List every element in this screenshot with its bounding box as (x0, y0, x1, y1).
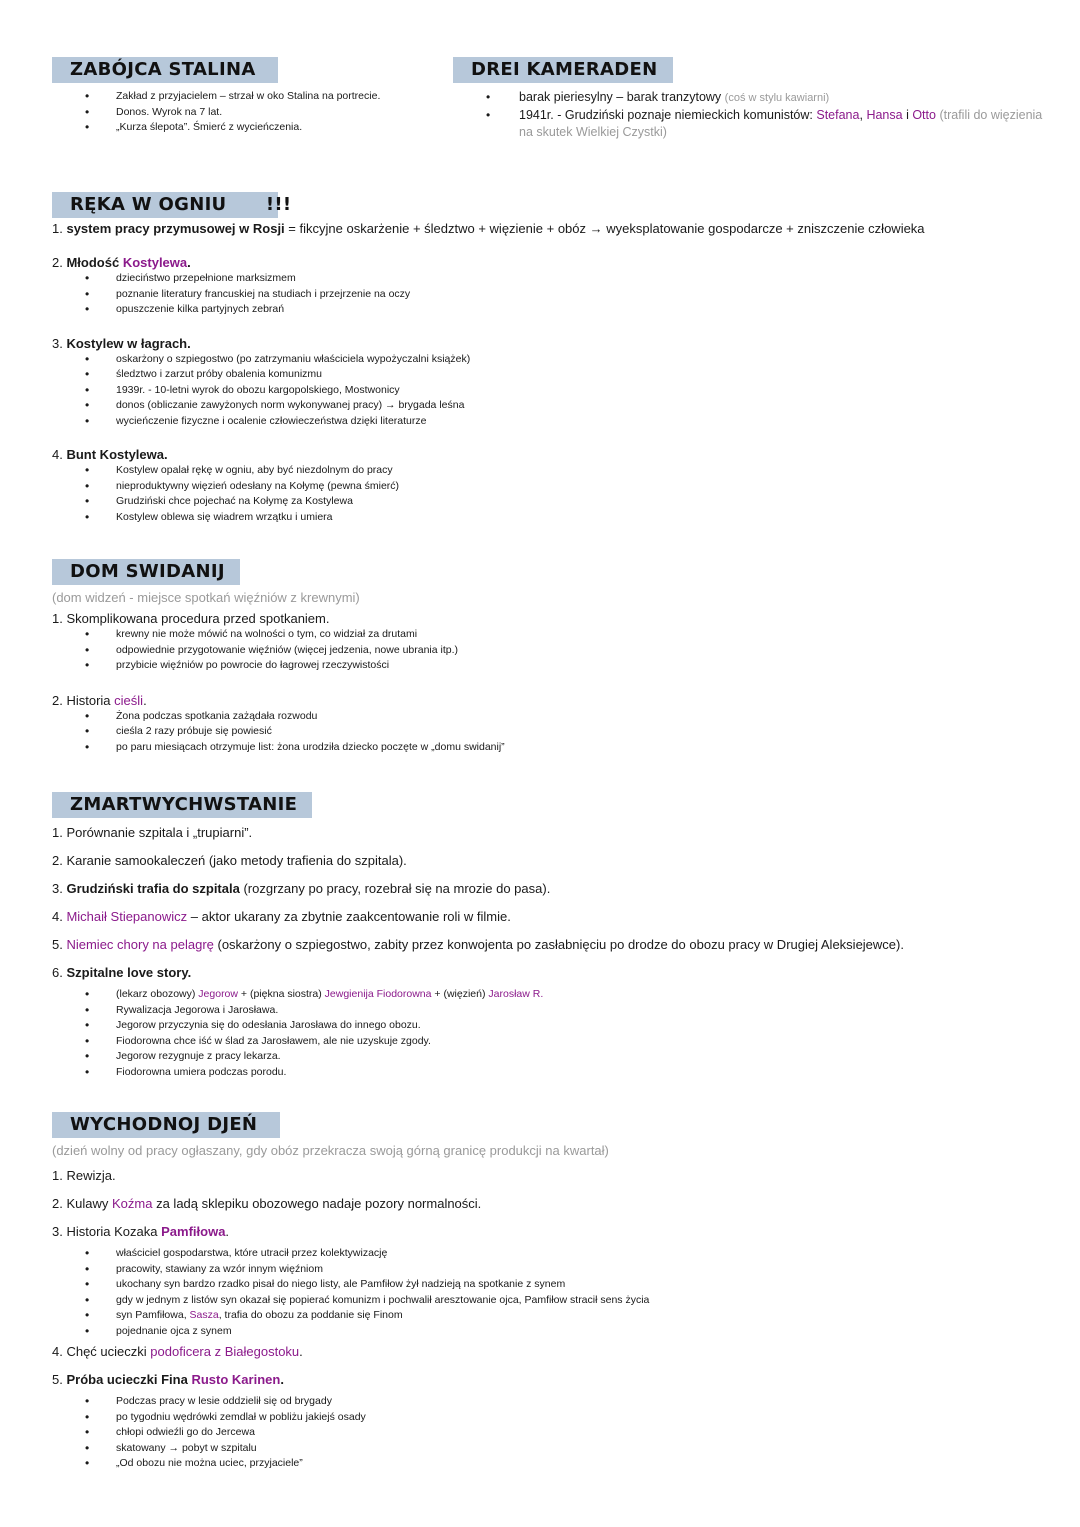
bullet-list (52, 709, 1052, 756)
list-item: • 1939r. - 10-letni wyrok do obozu kargopolskiego, Mostwonicy (52, 383, 1052, 399)
name-michail: Michaił Stiepanowicz (66, 909, 188, 924)
section-zmartwychwstanie (52, 792, 1072, 1080)
list-item: • Grudziński chce pojechać na Kołymę za Kostylewa (52, 494, 1052, 510)
list-item: • Żona podczas spotkania zażądała rozwodu (52, 709, 1052, 725)
section-header: RĘKA W OGNIU !!! (52, 192, 278, 218)
name-ciesla: cieśli (114, 692, 144, 708)
name-jaroslaw: Jarosław R. (488, 988, 544, 1000)
list-item: • wycieńczenie fizyczne i ocalenie człowieczeństwa dzięki literaturze (52, 414, 1052, 430)
item-number: 6. (52, 965, 63, 980)
list-item: • cieśla 2 razy próbuje się powiesić (52, 724, 1052, 740)
list-item-3 (52, 1223, 1072, 1240)
item-bold: Bunt Kostylewa. (66, 447, 168, 462)
list-item: • Kostylew opalał rękę w ogniu, aby być niezdolnym do pracy (52, 463, 1052, 479)
list-item-6 (52, 964, 1072, 981)
item-text: , trafia do obozu za poddanie się Finom (218, 1309, 403, 1321)
item-bold: system pracy przymusowej w Rosji (66, 221, 285, 236)
list-item: • Donos. Wyrok na 7 lat. (52, 105, 432, 121)
list-item (453, 107, 1043, 141)
list-item-4 (52, 908, 1072, 925)
list-item-1: 1. Rewizja. (52, 1168, 116, 1183)
name-otto: Otto (912, 108, 936, 122)
name-kozma: Koźma (112, 1196, 153, 1211)
section-wychodnoj-djen (52, 1112, 1072, 1472)
list-item: • Jegorow rezygnuje z pracy lekarza. (52, 1049, 1072, 1065)
list-item-2 (52, 1195, 1072, 1212)
bullet-list (453, 89, 1043, 141)
list-item: • Jegorow przyczynia się do odesłania Jarosława do innego obozu. (52, 1018, 1072, 1034)
list-item: • Rywalizacja Jegorowa i Jarosława. (52, 1003, 1072, 1019)
list-item: • ukochany syn bardzo rzadko pisał do niego listy, ale Pamfiłow żył nadzieją na spotkanie z synem (52, 1277, 1072, 1293)
item-bold: Próba ucieczki Fina (66, 1372, 188, 1387)
bullet-list (52, 89, 432, 136)
list-item: • Fiodorowna umiera podczas porodu. (52, 1065, 1072, 1081)
list-item: • poznanie literatury francuskiej na studiach i przejrzenie na oczy (52, 287, 1052, 303)
section-note: (dom widzeń - miejsce spotkań więźniów z krewnymi) (52, 590, 360, 605)
list-item-1 (52, 220, 1052, 237)
item-bold: Kostylew w łagrach. (66, 335, 191, 351)
punct: . (225, 1224, 230, 1239)
list-item (453, 89, 1043, 107)
list-item: • oskarżony o szpiegostwo (po zatrzymaniu właściciela wypożyczalni książek) (52, 352, 1052, 368)
list-item: • pracowity, stawiany za wzór innym więźniom (52, 1262, 1072, 1278)
list-item (52, 1308, 1072, 1324)
list-item: • właściciel gospodarstwa, które utracił przez kolektywizację (52, 1246, 1072, 1262)
item-text: + (piękna siostra) (240, 988, 322, 1000)
name-fiodorowna: Jewgienija Fiodorowna (324, 988, 432, 1000)
name-niemiec: Niemiec chory na pelagrę (66, 937, 214, 952)
item-text: za ladą sklepiku obozowego nadaje pozory normalności. (156, 1196, 482, 1211)
bullet-list (52, 1394, 1072, 1472)
name-sasza: Sasza (189, 1309, 219, 1321)
item-bold: Szpitalne love story. (66, 965, 192, 980)
list-item-3 (52, 335, 1052, 352)
list-item: • skatowany → pobyt w szpitalu (52, 1441, 1072, 1457)
punct: . (143, 692, 147, 708)
list-item: • odpowiednie przygotowanie więźniów (więcej jedzenia, nowe ubrania itp.) (52, 643, 1052, 659)
list-item: • po paru miesiącach otrzymuje list: żona urodziła dziecko poczęte w „domu swidanij” (52, 740, 1052, 756)
list-item-1: 1. Skomplikowana procedura przed spotkaniem. (52, 611, 330, 626)
list-item: • gdy w jednym z listów syn okazał się popierać komunizm i pochwalił aresztowanie ojca, Pamfiłow stracił sens życia (52, 1293, 1072, 1309)
section-drei-kameraden (453, 57, 1043, 141)
item-number: 4. (52, 909, 63, 924)
separator: , (859, 108, 863, 122)
item-text: 3. Historia Kozaka (52, 1224, 158, 1239)
list-item: • po tygodniu wędrówki zemdlał w pobliżu jakiejś osady (52, 1410, 1072, 1426)
list-item: • Fiodorowna chce iść w ślad za Jarosławem, ale nie uzyskuje zgody. (52, 1034, 1072, 1050)
section-header: ZMARTWYCHWSTANIE (52, 792, 312, 818)
list-item: • śledztwo i zarzut próby obalenia komunizmu (52, 367, 1052, 383)
name-pamfilow: Pamfiłowa (161, 1224, 226, 1239)
bullet-list (52, 987, 1072, 1080)
item-text: 2. Historia (52, 692, 111, 708)
name-podoficer: podoficera z Białegostoku (150, 1344, 300, 1359)
list-item-3 (52, 880, 1072, 897)
punct: . (299, 1344, 303, 1359)
list-item: • Kostylew oblewa się wiadrem wrzątku i umiera (52, 510, 1052, 526)
punct: . (280, 1372, 284, 1387)
section-dom-swidanij (52, 559, 1052, 755)
bullet-list (52, 627, 1052, 674)
item-text: – aktor ukarany za zbytnie zaakcentowanie roli w filmie. (190, 909, 511, 924)
section-reka-w-ogniu (52, 192, 1052, 525)
item-bold: Młodość (66, 255, 120, 270)
bullet-list (52, 352, 1052, 430)
list-item: • chłopi odwieźli go do Jercewa (52, 1425, 1072, 1441)
section-header: DREI KAMERADEN (453, 57, 673, 83)
bullet-list (52, 271, 1052, 318)
list-item: • krewny nie może mówić na wolności o tym, co widział za drutami (52, 627, 1052, 643)
item-note: (coś w stylu kawiarni) (724, 92, 830, 104)
list-item: • opuszczenie kilka partyjnych zebrań (52, 302, 1052, 318)
item-text: (lekarz obozowy) (116, 988, 196, 1000)
list-item-1: 1. Porównanie szpitala i „trupiarni”. (52, 825, 253, 840)
name-rusto: Rusto Karinen (191, 1372, 281, 1387)
name-kostylew: Kostylewa (122, 255, 188, 270)
list-item-4 (52, 1343, 1072, 1360)
list-item: • nieproduktywny więzień odesłany na Kołymę (pewna śmierć) (52, 479, 1052, 495)
item-text: 1941r. - Grudziński poznaje niemieckich komunistów: (519, 108, 813, 122)
item-text: 4. Chęć ucieczki (52, 1344, 147, 1359)
list-item: • donos (obliczanie zawyżonych norm wykonywanej pracy) → brygada leśna (52, 398, 1052, 414)
list-item-4 (52, 446, 1052, 463)
item-text: + (więzień) (434, 988, 486, 1000)
bullet-list (52, 1246, 1072, 1339)
section-zabojca-stalina (52, 57, 432, 136)
item-number: 3. (52, 335, 63, 351)
list-item: • Podczas pracy w lesie oddzielił się od brygady (52, 1394, 1072, 1410)
list-item-2 (52, 254, 1052, 271)
item-text: = fikcyjne oskarżenie + śledztwo + więzienie + obóz → wyeksplatowanie gospodarcze + zniszczenie człowieka (288, 221, 925, 236)
item-number: 1. (52, 221, 63, 236)
list-item-5 (52, 1371, 1072, 1388)
item-number: 5. (52, 937, 63, 952)
item-text: syn Pamfiłowa, (116, 1309, 187, 1321)
bullet-list (52, 463, 1052, 525)
item-number: 3. (52, 881, 63, 896)
section-header: WYCHODNOJ DJEŃ (52, 1112, 280, 1138)
name-stefan: Stefana (816, 108, 860, 122)
item-note: (trafili do więzienia na skutek Wielkiej Czystki) (519, 108, 1043, 139)
conjunction: i (906, 108, 909, 122)
item-text: (oskarżony o szpiegostwo, zabity przez konwojenta po zasłabnięciu po drodze do obozu pracy w Drugiej Aleksiejewce). (217, 937, 904, 952)
punct: . (187, 255, 191, 270)
list-item: • „Kurza ślepota”. Śmierć z wycieńczenia. (52, 120, 432, 136)
section-header: ZABÓJCA STALINA (52, 57, 278, 83)
item-number: 2. (52, 255, 63, 270)
list-item-5 (52, 936, 1072, 953)
list-item (52, 987, 1072, 1003)
list-item-2: 2. Karanie samookaleczeń (jako metody trafienia do szpitala). (52, 853, 407, 868)
section-header: DOM SWIDANIJ (52, 559, 240, 585)
item-number: 4. (52, 447, 63, 462)
item-text: 2. Kulawy (52, 1196, 109, 1211)
item-text: (rozgrzany po pracy, rozebrał się na mrozie do pasa). (243, 881, 551, 896)
item-text: barak pieriesylny – barak tranzytowy (519, 90, 722, 104)
name-hans: Hansa (866, 108, 903, 122)
list-item: • „Od obozu nie można uciec, przyjaciele” (52, 1456, 1072, 1472)
name-jegorow: Jegorow (198, 988, 238, 1000)
list-item-2 (52, 692, 1052, 709)
item-bold: Grudziński trafia do szpitala (66, 881, 240, 896)
list-item: • Zakład z przyjacielem – strzał w oko Stalina na portrecie. (52, 89, 432, 105)
list-item: • dzieciństwo przepełnione marksizmem (52, 271, 1052, 287)
list-item: • przybicie więźniów po powrocie do łagrowej rzeczywistości (52, 658, 1052, 674)
list-item: • pojednanie ojca z synem (52, 1324, 1072, 1340)
item-number: 5. (52, 1372, 63, 1387)
section-note: (dzień wolny od pracy ogłaszany, gdy obóz przekracza swoją górną granicę produkcji na kwartał) (52, 1143, 609, 1158)
